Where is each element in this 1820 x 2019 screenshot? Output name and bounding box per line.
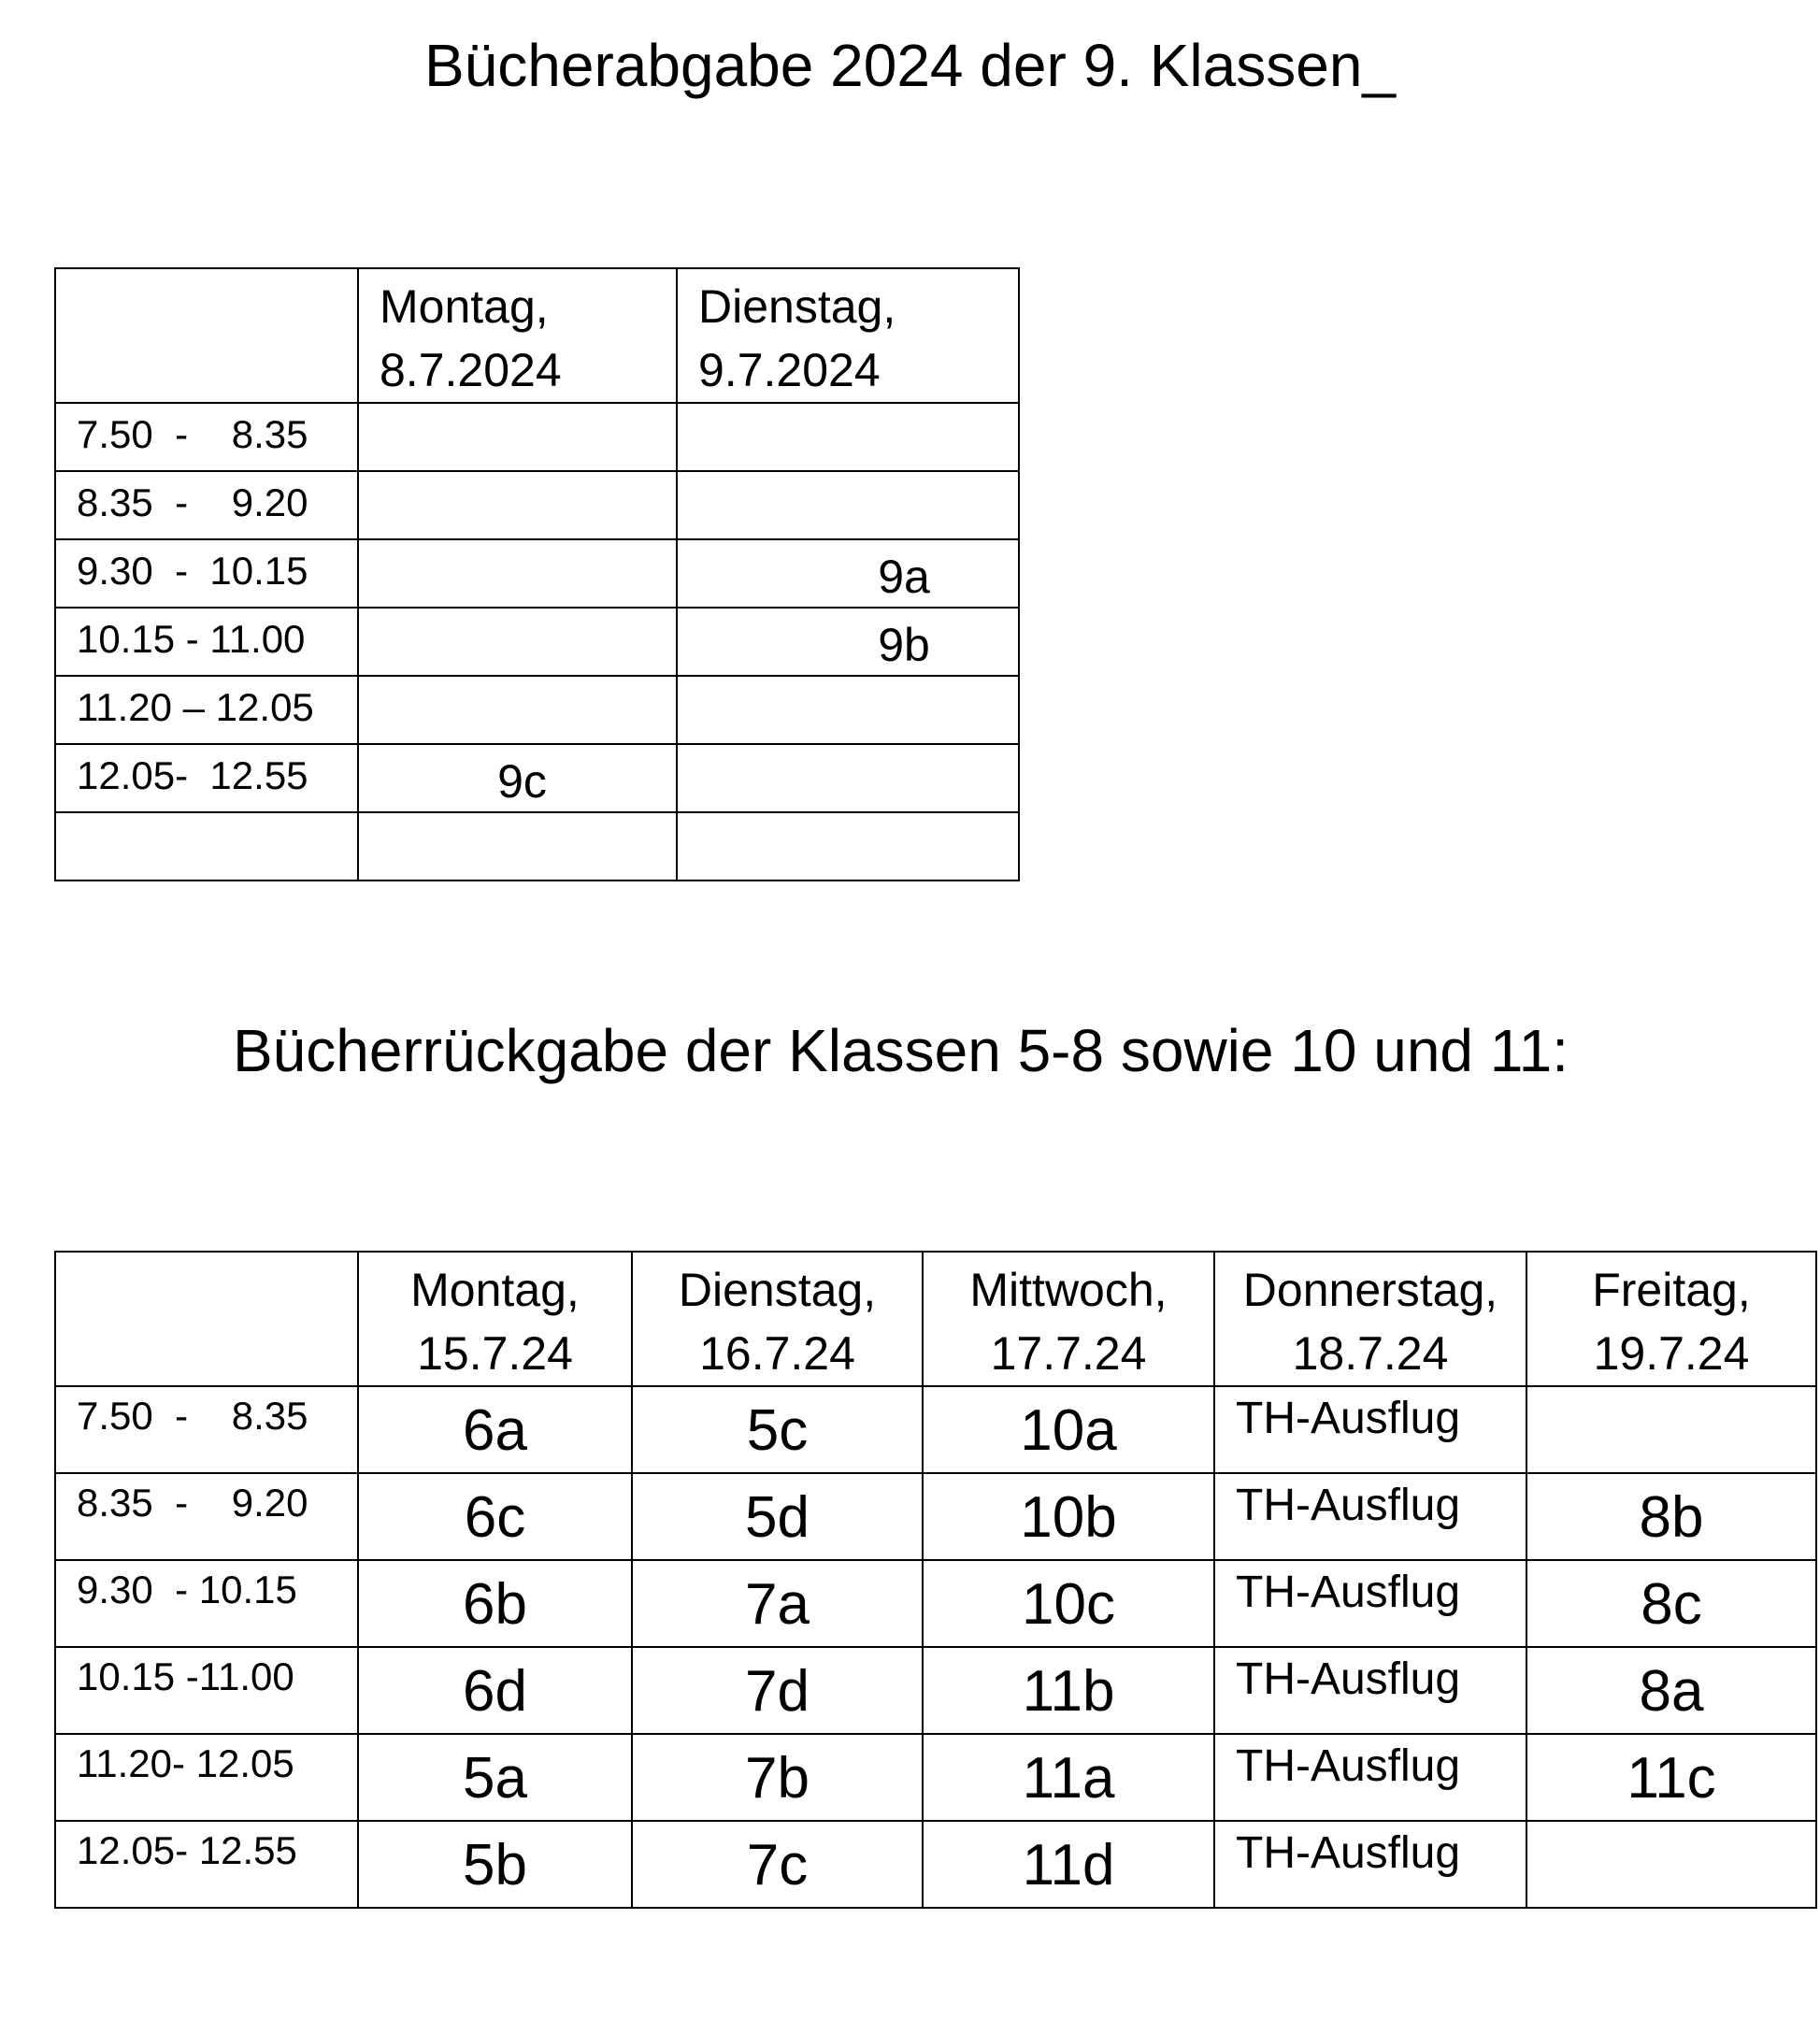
time-slot: 10.15 -11.00 [77, 1654, 294, 1698]
header-cell-donnerstag [1214, 1252, 1526, 1386]
time-slot: 8.35 - 9.20 [77, 1481, 308, 1525]
class-cell: 10a [1020, 1398, 1117, 1463]
class-cell [359, 677, 676, 690]
time-slot: 12.05- 12.55 [77, 753, 308, 797]
header-montag-label: Montag, 15.7.24 [410, 1264, 580, 1380]
class-cell: 6d [463, 1659, 527, 1724]
abgabe-schedule-table [54, 267, 1020, 881]
table-row [55, 471, 1019, 539]
class-cell: 11b [1022, 1659, 1115, 1724]
table-row [55, 1734, 1816, 1821]
page-title-rueckgabe: Bücherrückgabe der Klassen 5-8 sowie 10 und 11: [232, 1017, 1569, 1084]
table-row [55, 539, 1019, 608]
header-cell-freitag [1526, 1252, 1816, 1386]
table-row [55, 676, 1019, 744]
header-montag-label: Montag, 8.7.2024 [380, 280, 562, 396]
class-cell [1527, 1822, 1815, 1837]
table-row [55, 1647, 1816, 1734]
header-cell-empty [55, 268, 358, 403]
class-cell: 6c [464, 1485, 526, 1550]
class-cell: 5d [745, 1485, 810, 1550]
class-cell: 9a [878, 551, 930, 603]
header-dienstag-label: Dienstag, 9.7.2024 [698, 280, 896, 396]
class-cell [678, 472, 1018, 485]
class-cell: 8b [1639, 1485, 1704, 1550]
class-cell: 8a [1639, 1659, 1704, 1724]
class-cell: 11a [1022, 1746, 1115, 1811]
rueckgabe-schedule-table [54, 1251, 1817, 1909]
time-slot [56, 813, 357, 824]
class-cell: 8c [1641, 1572, 1702, 1637]
table-header-row [55, 268, 1019, 403]
header-donnerstag-label: Donnerstag, 18.7.24 [1242, 1264, 1498, 1380]
class-cell: 7c [746, 1833, 809, 1897]
header-cell-montag [358, 1252, 632, 1386]
header-cell-dienstag [677, 268, 1019, 403]
class-cell [359, 404, 676, 417]
class-cell [359, 472, 676, 485]
trip-note: TH-Ausflug [1236, 1481, 1461, 1530]
header-cell-dienstag [632, 1252, 923, 1386]
page-title-abgabe: Bücherabgabe 2024 der 9. Klassen_ [424, 32, 1396, 99]
class-cell [359, 609, 676, 622]
class-cell [678, 677, 1018, 690]
header-cell-montag [358, 268, 677, 403]
trip-note: TH-Ausflug [1236, 1828, 1461, 1878]
table-row [55, 744, 1019, 812]
trip-note: TH-Ausflug [1236, 1568, 1461, 1617]
header-freitag-label: Freitag, 19.7.24 [1592, 1264, 1751, 1380]
class-cell: 11c [1627, 1746, 1716, 1811]
time-slot: 11.20 – 12.05 [77, 685, 314, 729]
class-cell: 6a [463, 1398, 527, 1463]
class-cell: 10b [1020, 1485, 1117, 1550]
trip-note: TH-Ausflug [1236, 1394, 1461, 1443]
time-slot: 11.20- 12.05 [77, 1741, 294, 1785]
class-cell: 7b [745, 1746, 810, 1811]
time-slot: 9.30 - 10.15 [77, 549, 308, 593]
class-cell: 9c [497, 755, 547, 808]
class-cell: 11d [1022, 1833, 1115, 1897]
class-cell [678, 404, 1018, 417]
class-cell: 5a [463, 1746, 527, 1811]
time-slot: 8.35 - 9.20 [77, 480, 308, 524]
trip-note: TH-Ausflug [1236, 1741, 1461, 1791]
table-row [55, 1386, 1816, 1473]
time-slot: 10.15 - 11.00 [77, 617, 306, 661]
table-row [55, 812, 1019, 881]
table-header-row [55, 1252, 1816, 1386]
class-cell [678, 813, 1018, 826]
header-cell-empty [55, 1252, 358, 1386]
class-cell: 6b [463, 1572, 527, 1637]
header-cell-mittwoch [923, 1252, 1214, 1386]
time-slot: 7.50 - 8.35 [77, 1394, 308, 1438]
time-slot: 9.30 - 10.15 [77, 1568, 297, 1611]
class-cell: 9b [878, 619, 930, 671]
class-cell [678, 745, 1018, 758]
table-row [55, 1821, 1816, 1908]
class-cell [359, 540, 676, 553]
class-cell: 7a [745, 1572, 810, 1637]
table-row [55, 1560, 1816, 1647]
class-cell: 10c [1022, 1572, 1115, 1637]
class-cell: 5b [463, 1833, 527, 1897]
time-slot: 12.05- 12.55 [77, 1828, 297, 1872]
header-mittwoch-label: Mittwoch, 17.7.24 [969, 1264, 1168, 1380]
header-dienstag-label: Dienstag, 16.7.24 [678, 1264, 877, 1380]
time-slot: 7.50 - 8.35 [77, 412, 308, 456]
trip-note: TH-Ausflug [1236, 1654, 1461, 1704]
table-row [55, 1473, 1816, 1560]
table-row [55, 608, 1019, 676]
class-cell [1527, 1387, 1815, 1402]
table-row [55, 403, 1019, 471]
class-cell: 7d [745, 1659, 810, 1724]
class-cell: 5c [746, 1398, 809, 1463]
class-cell [359, 813, 676, 826]
